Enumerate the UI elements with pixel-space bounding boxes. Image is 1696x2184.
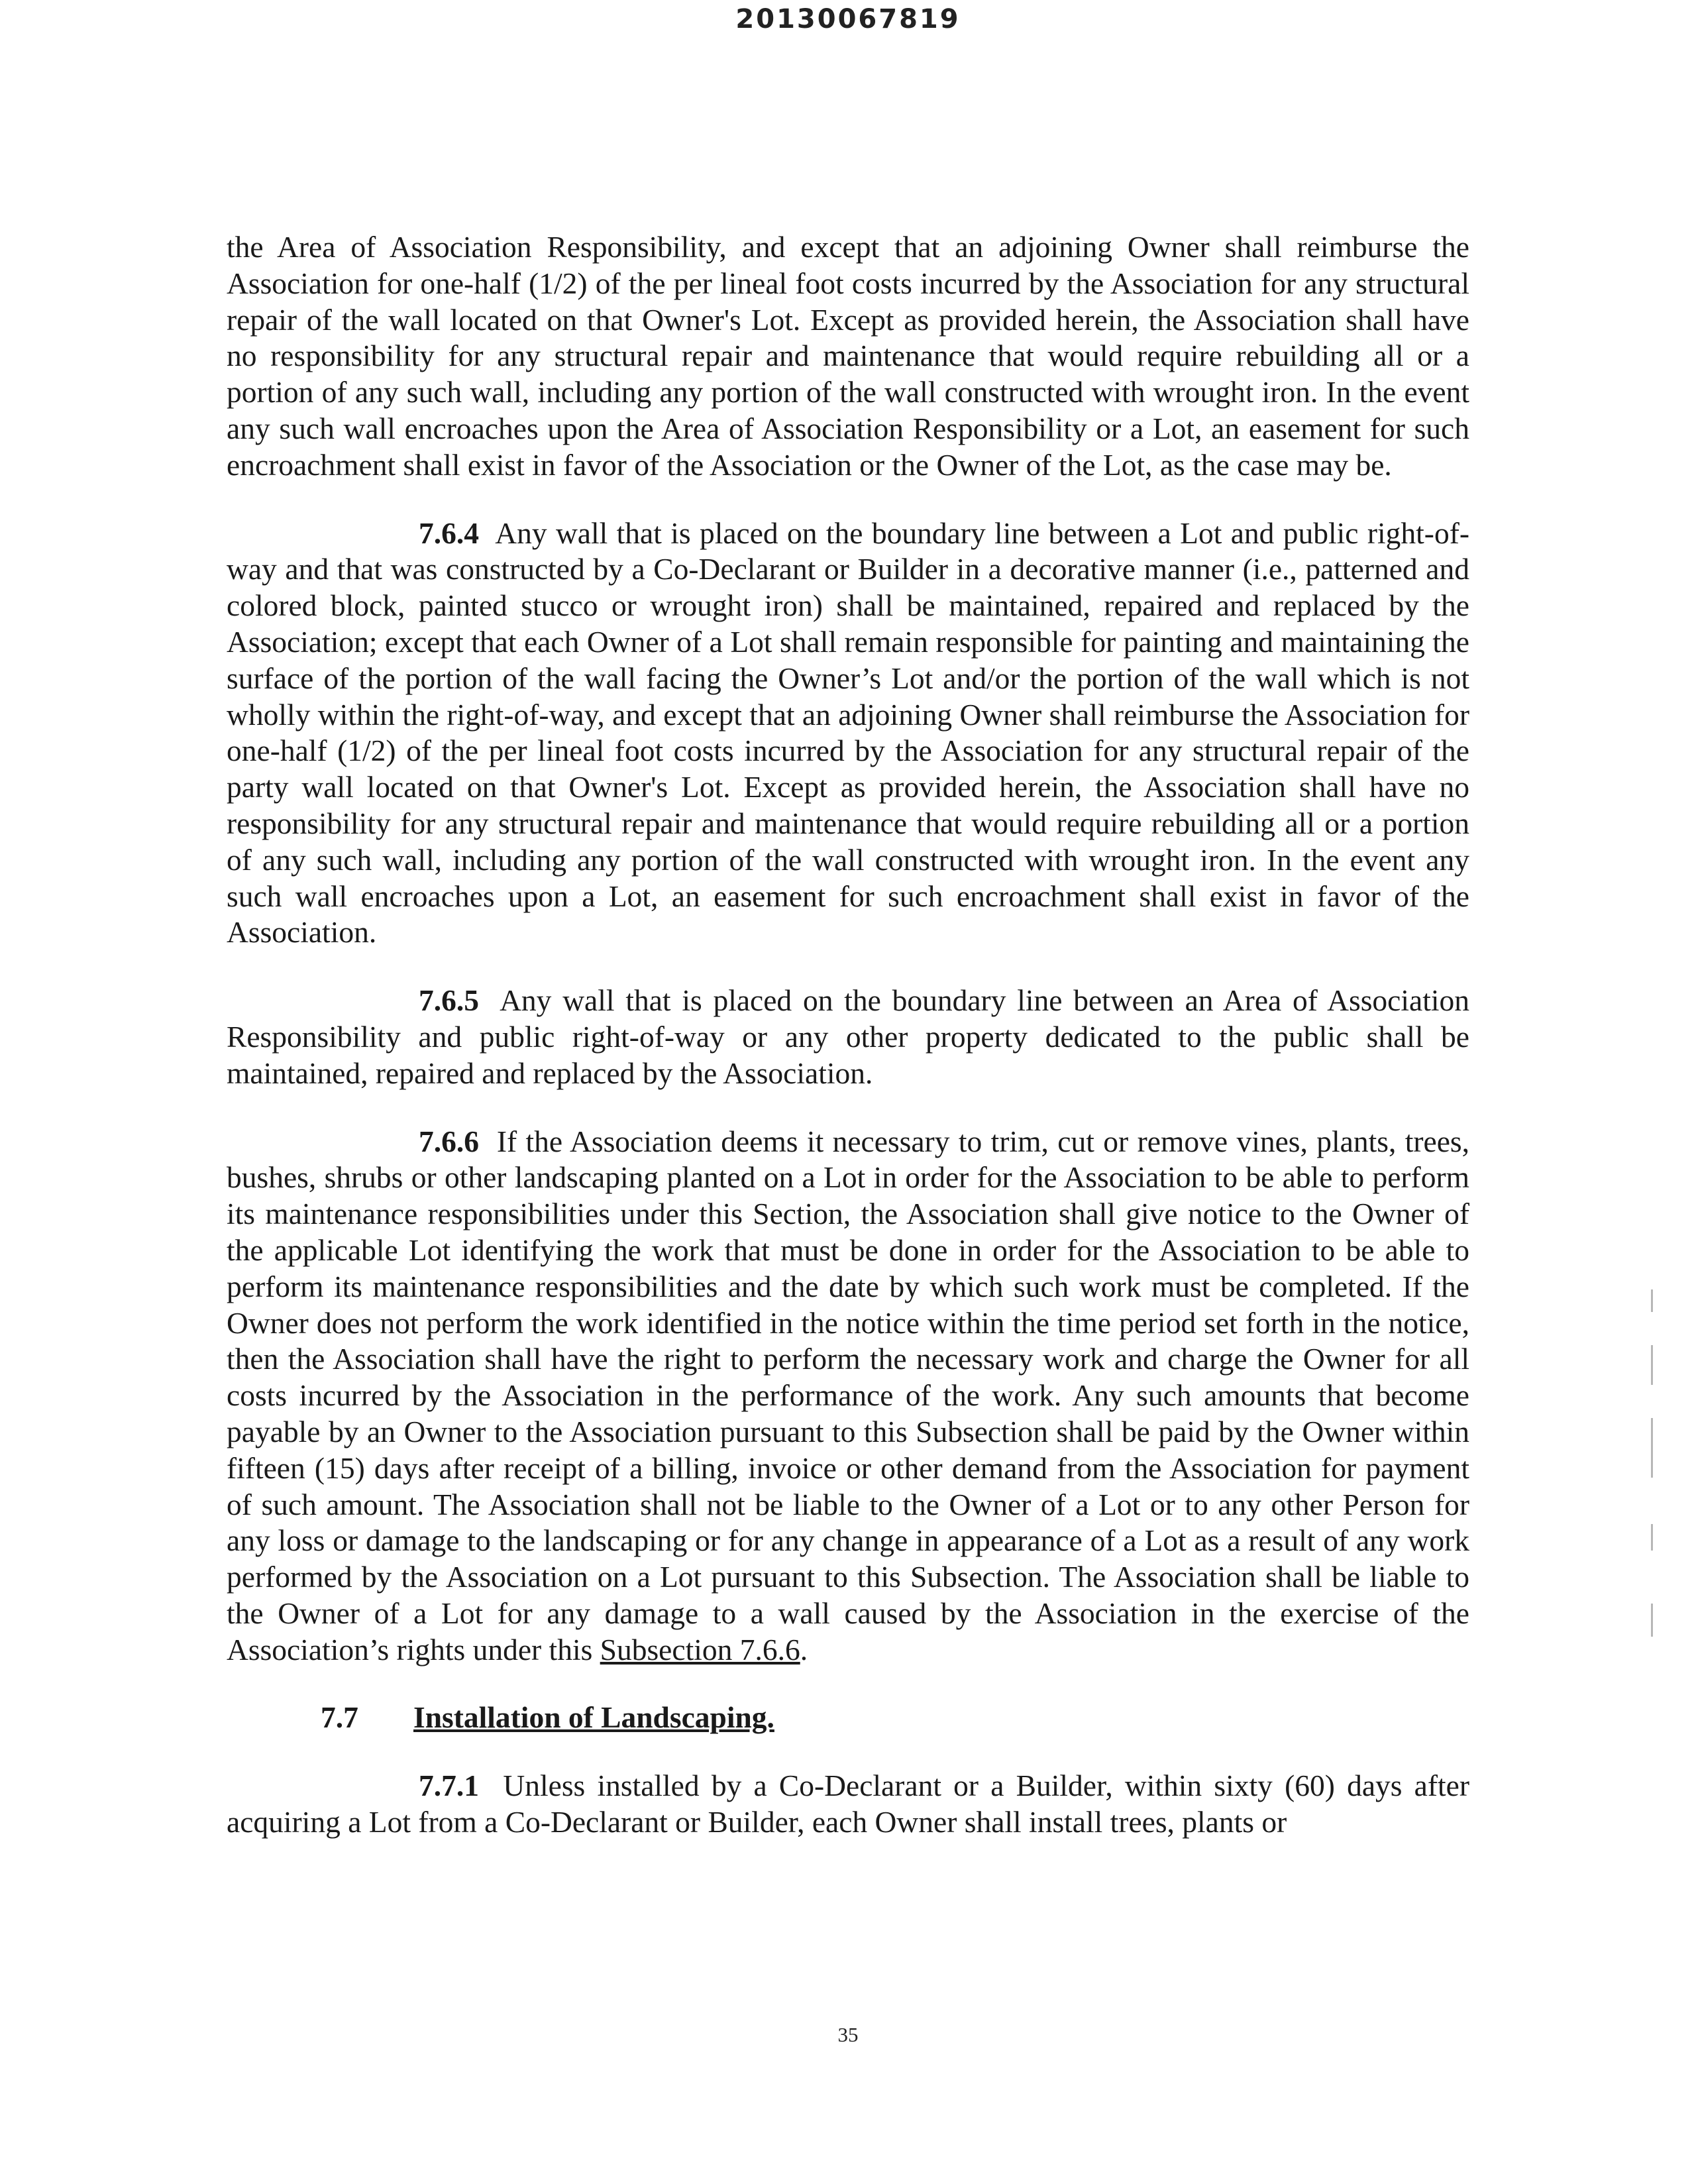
document-body bbox=[227, 229, 1469, 1841]
section-7-7-heading bbox=[227, 1700, 1469, 1736]
section-number: 7.6.6 bbox=[419, 1124, 479, 1158]
paragraph-gap bbox=[227, 951, 1469, 983]
scan-artifact bbox=[1651, 1524, 1653, 1551]
section-7-6-4 bbox=[227, 516, 1469, 952]
section-number: 7.6.5 bbox=[419, 983, 479, 1018]
section-7-7-1 bbox=[227, 1768, 1469, 1841]
heading-title: Installation of Landscaping. bbox=[413, 1700, 774, 1735]
section-text: Any wall that is placed on the boundary line between an Area of Association Responsibility and public right-of-way or any other property dedicated to the public shall be maintained, repaired and replaced by the Association. bbox=[227, 983, 1469, 1090]
paragraph-gap bbox=[227, 1092, 1469, 1124]
section-text: Unless installed by a Co-Declarant or a Builder, within sixty (60) days after acquiring a Lot from a Co-Declarant or Builder, each Owner shall install trees, plants or bbox=[227, 1769, 1470, 1839]
section-7-6-6 bbox=[227, 1124, 1469, 1668]
section-text: If the Association deems it necessary to trim, cut or remove vines, plants, trees, bushes, shrubs or other landscaping planted on a Lot in order for the Association to be able to perform its maintenance responsibilities under this Section, the Association shall give notice to the Owner of the applicable Lot identifying the work that must be done in order for the Association to be able to perform its maintenance responsibilities and the date by which such work must be completed. If the Owner does not perform the work identified in the notice within the time period set forth in the notice, then the Association shall have the right to perform the necessary work and charge the Owner for all costs incurred by the Association in the performance of the work. Any such amounts that become payable by an Owner to the Association pursuant to this Subsection shall be paid by the Owner within fifteen (15) days after receipt of a billing, invoice or other demand from the Association for payment of such amount. The Association shall not be liable to the Owner of a Lot or to any other Person for any loss or damage to the landscaping or for any change in appearance of a Lot as a result of any work performed by the Association on a Lot pursuant to this Subsection. The Association shall be liable to the Owner of a Lot for any damage to a wall caused by the Association in the exercise of the Association’s rights under this bbox=[227, 1124, 1470, 1666]
section-text-end: . bbox=[800, 1632, 808, 1666]
paragraph-gap bbox=[227, 484, 1469, 516]
heading-number: 7.7 bbox=[321, 1700, 358, 1735]
section-number: 7.6.4 bbox=[419, 516, 479, 550]
scan-artifact bbox=[1651, 1418, 1653, 1478]
paragraph-continuation: the Area of Association Responsibility, and except that an adjoining Owner shall reimburse the Association for one-half (1/2) of the per lineal foot costs incurred by the Association for any structural repair of the wall located on that Owner's Lot. Except as provided herein, the Association shall have no responsibility for any structural repair and maintenance that would require rebuilding all or a portion of any such wall, including any portion of the wall constructed with wrought iron. In the event any such wall encroaches upon the Area of Association Responsibility or a Lot, an easement for such encroachment shall exist in favor of the Association or the Owner of the Lot, as the case may be. bbox=[227, 230, 1469, 482]
paragraph-gap bbox=[227, 1668, 1469, 1700]
section-text: Any wall that is placed on the boundary line between a Lot and public right-of-way and that was constructed by a Co-Declarant or Builder in a decorative manner (i.e., patterned and colored block, painted stucco or wrought iron) shall be maintained, repaired and replaced by the Association; except that each Owner of a Lot shall remain responsible for painting and maintaining the surface of the portion of the wall facing the Owner’s Lot and/or the portion of the wall which is not wholly within the right-of-way, and except that an adjoining Owner shall reimburse the Association for one-half (1/2) of the per lineal foot costs incurred by the Association for any structural repair of the party wall located on that Owner's Lot. Except as provided herein, the Association shall have no responsibility for any structural repair and maintenance that would require rebuilding all or a portion of any such wall, including any portion of the wall constructed with wrought iron. In the event any such wall encroaches upon a Lot, an easement for such encroachment shall exist in favor of the Association. bbox=[227, 516, 1469, 950]
section-number: 7.7.1 bbox=[419, 1769, 479, 1803]
document-number: 20130067819 bbox=[735, 4, 961, 34]
page-number: 35 bbox=[837, 2023, 859, 2046]
paragraph-gap bbox=[227, 1736, 1469, 1768]
scan-artifact bbox=[1651, 1604, 1653, 1637]
scan-artifact bbox=[1651, 1289, 1653, 1312]
section-7-6-5 bbox=[227, 983, 1469, 1091]
scan-artifact bbox=[1651, 1345, 1653, 1385]
subsection-reference: Subsection 7.6.6 bbox=[600, 1632, 800, 1666]
